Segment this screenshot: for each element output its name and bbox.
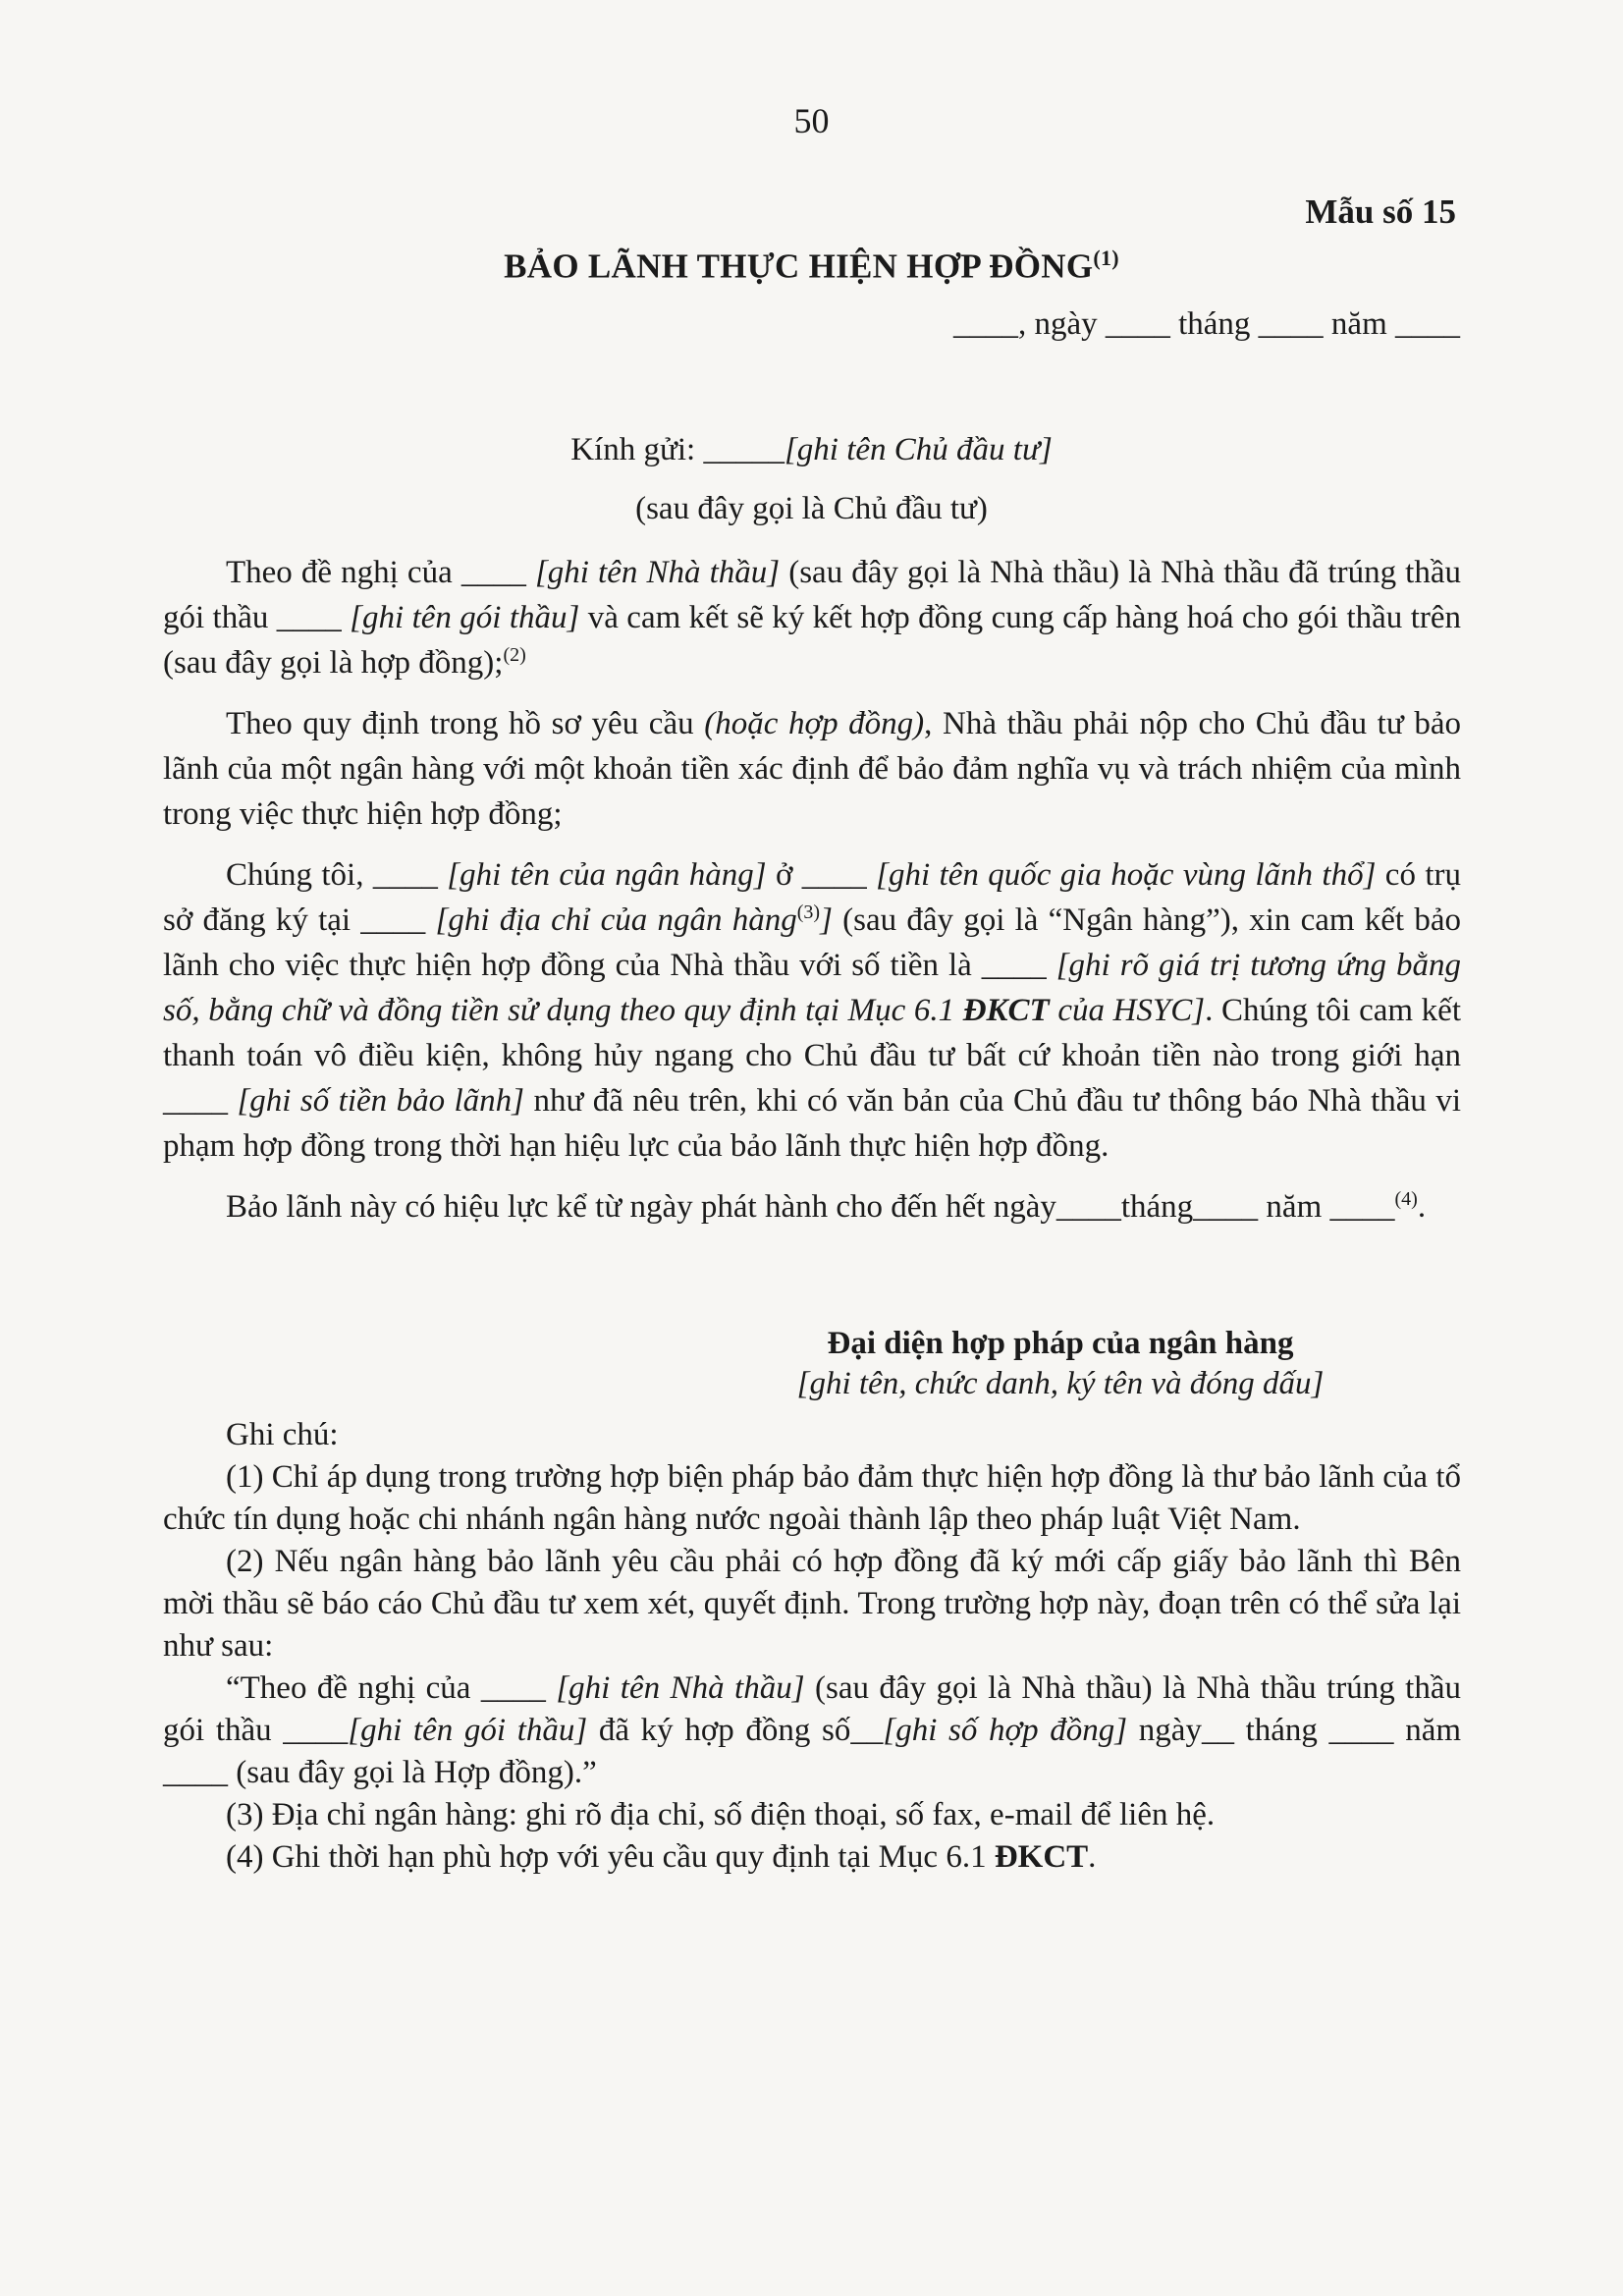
bold-text: ĐKCT — [994, 1839, 1089, 1875]
text: Theo quy định trong hồ sơ yêu cầu — [226, 706, 705, 741]
text: . — [1088, 1839, 1097, 1875]
paragraph-1 — [163, 550, 1461, 685]
signature-title: Đại diện hợp pháp của ngân hàng — [827, 1326, 1294, 1361]
placeholder: [ghi tên Nhà thầu] — [556, 1670, 805, 1706]
signature-block — [785, 1326, 1335, 1402]
text: . Chúng tôi cam kết thanh toán vô điều kiện, không hủy ngang cho Chủ đầu tư bất cứ khoản tiền nào trong giới hạn ____ — [163, 993, 1461, 1119]
recipient-placeholder: [ghi tên Chủ đầu tư] — [784, 432, 1053, 467]
text: như đã nêu trên, khi có văn bản của Chủ đầu tư thông báo Nhà thầu vi phạm hợp đồng trong thời hạn hiệu lực của bảo lãnh thực hiện hợp đồng. — [163, 1083, 1461, 1164]
notes-section — [163, 1414, 1461, 1879]
text: có trụ sở đăng ký tại ____ — [163, 857, 1461, 938]
recipient-line — [0, 432, 1623, 468]
note-3: (3) Địa chỉ ngân hàng: ghi rõ địa chỉ, số điện thoại, số fax, e-mail để liên hệ. — [226, 1797, 1216, 1832]
footnote-ref: (3) — [796, 902, 821, 923]
recipient-label: Kính gửi: — [570, 432, 704, 467]
paragraph-4 — [163, 1184, 1461, 1230]
note-2: (2) Nếu ngân hàng bảo lãnh yêu cầu phải có hợp đồng đã ký mới cấp giấy bảo lãnh thì Bên mời thầu sẽ báo cáo Chủ đầu tư xem xét, quyết định. Trong trường hợp này, đoạn trên có thể sửa lại như sau: — [163, 1544, 1461, 1664]
note-1: (1) Chỉ áp dụng trong trường hợp biện pháp bảo đảm thực hiện hợp đồng là thư bảo lãnh của tổ chức tín dụng hoặc chi nhánh ngân hàng nước ngoài thành lập theo pháp luật Việt Nam. — [163, 1459, 1461, 1537]
text: (sau đây gọi là “Ngân hàng”), xin cam kết bảo lãnh cho việc thực hiện hợp đồng của Nhà thầu với số tiền là ____ — [163, 902, 1461, 983]
document-title — [0, 246, 1623, 287]
text: Theo đề nghị của ____ — [226, 555, 535, 590]
text: và cam kết sẽ ký kết hợp đồng cung cấp hàng hoá cho gói thầu trên (sau đây gọi là hợp đồng); — [163, 600, 1461, 681]
recipient-note: (sau đây gọi là Chủ đầu tư) — [635, 491, 988, 526]
date-line: ____, ngày ____ tháng ____ năm ____ — [952, 306, 1460, 342]
recipient-blank: _____ — [703, 432, 784, 467]
text: (4) Ghi thời hạn phù hợp với yêu cầu quy định tại Mục 6.1 — [226, 1839, 995, 1875]
placeholder: [ghi tên của ngân hàng] — [447, 857, 767, 893]
title-footnote-ref: (1) — [1093, 246, 1119, 270]
footnote-ref: (2) — [503, 644, 526, 666]
placeholder: [ghi tên Nhà thầu] — [534, 555, 781, 590]
text: đã ký hợp đồng số__ — [587, 1713, 884, 1748]
note-4 — [163, 1836, 1461, 1879]
placeholder: [ghi số hợp đồng] — [883, 1713, 1128, 1748]
form-number: Mẫu số 15 — [1305, 192, 1456, 231]
text: (sau đây gọi là Nhà thầu) là Nhà thầu trúng thầu gói thầu ____ — [163, 1670, 1461, 1748]
placeholder: [ghi tên gói thầu] — [348, 1713, 588, 1748]
placeholder: [ghi số tiền bảo lãnh] — [237, 1083, 525, 1119]
page-number: 50 — [793, 101, 830, 140]
text: , Nhà thầu phải nộp cho Chủ đầu tư bảo lãnh của một ngân hàng với một khoản tiền xác định để bảo đảm nghĩa vụ và trách nhiệm của mình trong việc thực hiện hợp đồng; — [163, 706, 1461, 832]
notes-heading: Ghi chú: — [226, 1417, 339, 1452]
title-text: BẢO LÃNH THỰC HIỆN HỢP ĐỒNG — [504, 246, 1094, 286]
text: (sau đây gọi là Nhà thầu) là Nhà thầu đã trúng thầu gói thầu ____ — [163, 555, 1461, 635]
footnote-ref: (4) — [1394, 1188, 1418, 1210]
placeholder: của HSYC] — [1049, 993, 1206, 1028]
text: Chúng tôi, ____ — [226, 857, 448, 893]
placeholder: [ghi rõ giá trị tương ứng bằng số, bằng chữ và đồng tiền sử dụng theo quy định tại Mục 6.1 — [163, 948, 1461, 1028]
document-body — [163, 550, 1461, 1245]
text: “Theo đề nghị của ____ — [226, 1670, 557, 1706]
placeholder: (hoặc hợp đồng) — [704, 706, 925, 741]
placeholder: [ghi địa chỉ của ngân hàng — [435, 902, 797, 938]
placeholder: [ghi tên quốc gia hoặc vùng lãnh thổ] — [876, 857, 1377, 893]
placeholder: ] — [820, 902, 833, 938]
placeholder: [ghi tên gói thầu] — [350, 600, 580, 635]
paragraph-3 — [163, 852, 1461, 1169]
text: ngày__ tháng ____ năm ____ (sau đây gọi là Hợp đồng).” — [163, 1713, 1462, 1790]
placeholder-bold: ĐKCT — [962, 993, 1050, 1028]
text: . — [1417, 1189, 1427, 1225]
note-2-quote — [163, 1667, 1461, 1794]
signature-subtitle: [ghi tên, chức danh, ký tên và đóng dấu] — [796, 1366, 1325, 1401]
text: Bảo lãnh này có hiệu lực kể từ ngày phát hành cho đến hết ngày____tháng____ năm ____ — [226, 1189, 1395, 1225]
text: ở ____ — [766, 857, 877, 893]
paragraph-2 — [163, 701, 1461, 837]
